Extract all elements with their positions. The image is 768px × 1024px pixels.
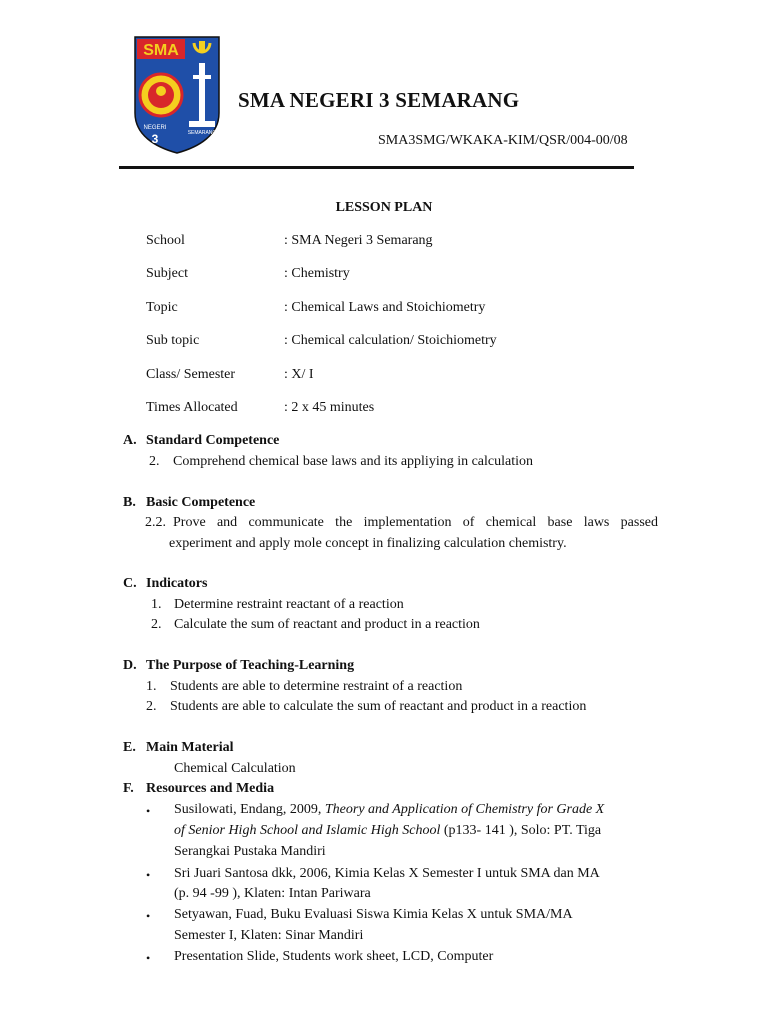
list-item: Calculate the sum of reactant and product in a reaction bbox=[174, 617, 480, 632]
identity-value-subject: : Chemistry bbox=[284, 266, 350, 281]
identity-label-school: School bbox=[146, 233, 185, 248]
identity-value-school: : SMA Negeri 3 Semarang bbox=[284, 233, 433, 248]
section-title: Standard Competence bbox=[146, 433, 280, 448]
reference-line: Setyawan, Fuad, Buku Evaluasi Siswa Kimia Kelas X untuk SMA/MA bbox=[174, 907, 573, 922]
section-letter: B. bbox=[123, 495, 136, 510]
section-letter: F. bbox=[123, 781, 134, 796]
list-number: 2.2. bbox=[145, 515, 166, 530]
reference-text: Susilowati, Endang, 2009, bbox=[174, 802, 325, 817]
list-number: 2. bbox=[151, 617, 162, 632]
list-item: Comprehend chemical base laws and its appliying in calculation bbox=[173, 454, 534, 469]
identity-label-topic: Topic bbox=[146, 300, 178, 315]
reference-text: (p133- 141 ), Solo: PT. Tiga bbox=[440, 823, 602, 838]
section-title: Basic Competence bbox=[146, 495, 256, 510]
section-letter: C. bbox=[123, 576, 137, 591]
list-number: 1. bbox=[146, 679, 157, 694]
list-item: Students are able to calculate the sum of reactant and product in a reaction bbox=[170, 699, 587, 714]
list-item-line: Prove and communicate the implementation of chemical base laws passed bbox=[173, 515, 658, 530]
identity-value-time: : 2 x 45 minutes bbox=[284, 400, 375, 415]
section-letter: E. bbox=[123, 740, 136, 755]
logo-semarang-text: SEMARANG bbox=[187, 130, 217, 136]
logo-negeri-text: NEGERI bbox=[143, 125, 167, 131]
bullet-icon: • bbox=[146, 951, 151, 965]
reference-line bbox=[174, 823, 601, 839]
bullet-icon: • bbox=[146, 804, 151, 818]
identity-label-subject: Subject bbox=[146, 266, 188, 281]
reference-line: Semester I, Klaten: Sinar Mandiri bbox=[174, 928, 364, 943]
section-title: The Purpose of Teaching-Learning bbox=[146, 658, 355, 673]
reference-line: Presentation Slide, Students work sheet, LCD, Computer bbox=[174, 949, 494, 964]
section-letter: A. bbox=[123, 433, 137, 448]
list-number: 2. bbox=[149, 454, 160, 469]
identity-value-topic: : Chemical Laws and Stoichiometry bbox=[284, 300, 486, 315]
school-name: SMA NEGERI 3 SEMARANG bbox=[238, 88, 520, 112]
reference-line: Sri Juari Santosa dkk, 2006, Kimia Kelas X Semester I untuk SMA dan MA bbox=[174, 866, 600, 881]
identity-label-class-semester: Class/ Semester bbox=[146, 367, 236, 382]
bullet-icon: • bbox=[146, 868, 151, 882]
main-material-text: Chemical Calculation bbox=[174, 761, 296, 776]
section-letter: D. bbox=[123, 658, 137, 673]
logo-sma-text: SMA bbox=[143, 42, 179, 59]
reference-book-title: Theory and Application of Chemistry for Grade X bbox=[324, 802, 605, 817]
list-number: 1. bbox=[151, 597, 162, 612]
identity-value-subtopic: : Chemical calculation/ Stoichiometry bbox=[284, 333, 497, 348]
list-item: Students are able to determine restraint of a reaction bbox=[170, 679, 463, 694]
reference-line: Serangkai Pustaka Mandiri bbox=[174, 844, 326, 859]
list-item-line: experiment and apply mole concept in finalizing calculation chemistry. bbox=[169, 536, 567, 551]
identity-label-time: Times Allocated bbox=[146, 400, 238, 415]
document-code: SMA3SMG/WKAKA-KIM/QSR/004-00/08 bbox=[378, 133, 628, 148]
header-divider bbox=[119, 166, 634, 169]
reference-line bbox=[174, 802, 604, 818]
section-title: Indicators bbox=[146, 576, 208, 591]
identity-value-class-semester: : X/ I bbox=[284, 367, 314, 382]
section-title: Main Material bbox=[146, 740, 234, 755]
lesson-plan-title: LESSON PLAN bbox=[335, 200, 433, 215]
identity-label-subtopic: Sub topic bbox=[146, 333, 200, 348]
reference-book-title: of Senior High School and Islamic High School bbox=[174, 823, 441, 838]
section-title: Resources and Media bbox=[146, 781, 275, 796]
list-number: 2. bbox=[146, 699, 157, 714]
bullet-icon: • bbox=[146, 909, 151, 923]
list-item: Determine restraint reactant of a reaction bbox=[174, 597, 404, 612]
reference-line: (p. 94 -99 ), Klaten: Intan Pariwara bbox=[174, 886, 371, 901]
logo-number-text: 3 bbox=[151, 132, 159, 146]
school-logo bbox=[133, 35, 221, 155]
